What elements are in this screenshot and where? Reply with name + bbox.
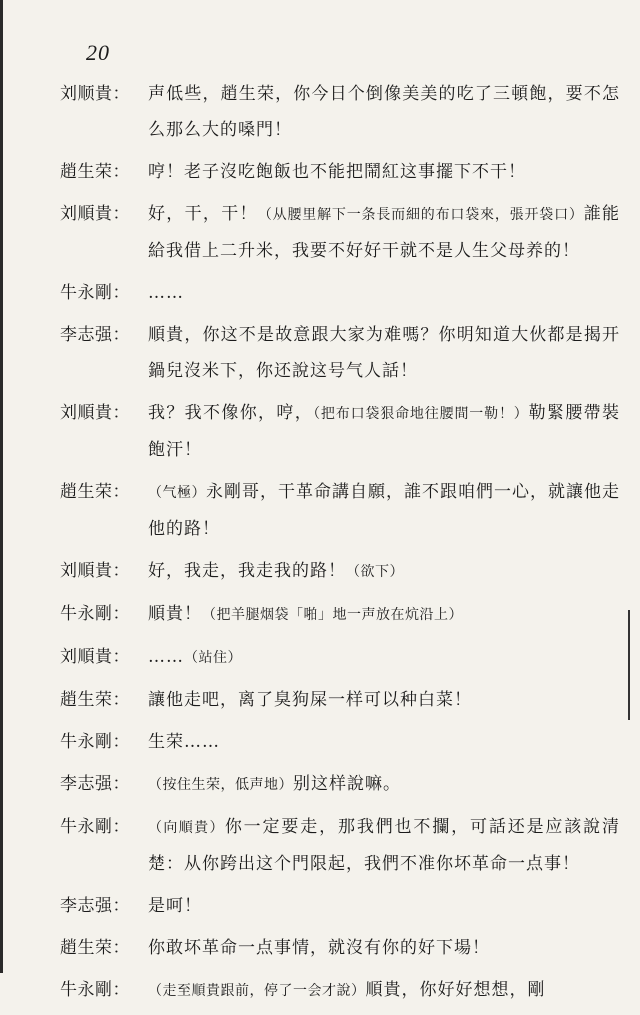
speaker-name: 牛永剛： bbox=[60, 980, 130, 1000]
speaker-name: 李志强： bbox=[60, 325, 130, 345]
stage-direction: （按住生荣，低声地） bbox=[148, 777, 293, 793]
spoken-line: 誰能給我借上二升米，我要不好好干就不是人生父母养的！ bbox=[148, 204, 621, 261]
spoken-line: 声低些，趙生荣，你今日个倒像美美的吃了三頓飽，要不怎么那么大的嗓門！ bbox=[148, 84, 620, 140]
dialogue-list bbox=[60, 76, 620, 1015]
dialogue-entry bbox=[60, 196, 620, 269]
dialogue-entry bbox=[60, 809, 620, 882]
spoken-line: 順貴，你这不是故意跟大家为难嗎？你明知道大伙都是揭开鍋兒沒米下，你还說这号气人話！ bbox=[148, 325, 620, 381]
spoken-line: 是呵！ bbox=[148, 896, 202, 916]
dialogue-text bbox=[148, 682, 620, 718]
dialogue-entry bbox=[60, 154, 620, 190]
speaker-name: 趙生荣： bbox=[60, 162, 130, 182]
dialogue-text bbox=[148, 596, 620, 633]
speaker-name: 牛永剛： bbox=[60, 283, 130, 303]
stage-direction: （把羊腿烟袋「啪」地一声放在炕沿上） bbox=[202, 607, 463, 623]
dialogue-text bbox=[148, 275, 620, 311]
speaker-name: 刘順貴： bbox=[60, 403, 130, 423]
stage-direction: （欲下） bbox=[346, 564, 404, 580]
stage-direction: （从腰里解下一条長而細的布口袋來，張开袋口） bbox=[257, 207, 584, 223]
dialogue-entry bbox=[60, 596, 620, 633]
dialogue-entry bbox=[60, 888, 620, 924]
speaker-name: 趙生荣： bbox=[60, 938, 130, 958]
speaker-name: 刘順貴： bbox=[60, 647, 130, 667]
dialogue-text bbox=[148, 972, 620, 1009]
stage-direction: （站住） bbox=[184, 650, 242, 666]
speaker-name: 刘順貴： bbox=[60, 204, 130, 224]
spoken-line: 哼！老子沒吃飽飯也不能把鬧紅这事擺下不干！ bbox=[148, 162, 526, 182]
speaker-name: 刘顺貴： bbox=[60, 84, 130, 104]
dialogue-text bbox=[148, 76, 620, 148]
dialogue-text bbox=[148, 474, 620, 547]
spoken-line: 順貴！ bbox=[148, 604, 202, 624]
stage-direction: （气極） bbox=[148, 485, 206, 501]
dialogue-entry bbox=[60, 972, 620, 1009]
dialogue-text bbox=[148, 553, 620, 590]
dialogue-entry bbox=[60, 317, 620, 389]
dialogue-text bbox=[148, 317, 620, 389]
spoken-line: 永剛哥，干革命講自願，誰不跟咱們一心，就讓他走他的路！ bbox=[148, 482, 620, 539]
spoken-line: …… bbox=[148, 283, 184, 303]
spoken-line: 讓他走吧，离了臭狗屎一样可以种白菜！ bbox=[148, 690, 472, 710]
speaker-name: 李志强： bbox=[60, 774, 130, 794]
spoken-line: 好，干，干！ bbox=[148, 204, 258, 224]
dialogue-entry bbox=[60, 76, 620, 148]
spoken-line: 生荣…… bbox=[148, 732, 220, 752]
stage-direction: （把布口袋狠命地往腰間一勒！） bbox=[313, 406, 529, 422]
dialogue-entry bbox=[60, 682, 620, 718]
speaker-name: 牛永剛： bbox=[60, 732, 130, 752]
dialogue-entry bbox=[60, 930, 620, 966]
page-number: 20 bbox=[86, 40, 110, 65]
dialogue-text bbox=[148, 395, 620, 468]
margin-mark bbox=[628, 610, 630, 720]
page-edge-line bbox=[0, 0, 3, 973]
dialogue-entry bbox=[60, 553, 620, 590]
dialogue-entry bbox=[60, 275, 620, 311]
dialogue-text bbox=[148, 930, 620, 966]
dialogue-text bbox=[148, 724, 620, 760]
dialogue-text bbox=[148, 888, 620, 924]
spoken-line: 勒緊腰帶裝飽汗！ bbox=[148, 403, 621, 460]
dialogue-text bbox=[148, 639, 620, 676]
dialogue-entry bbox=[60, 639, 620, 676]
dialogue-entry bbox=[60, 724, 620, 760]
dialogue-text bbox=[148, 766, 620, 803]
spoken-line: 你一定要走，那我們也不攔，可話还是应該說清楚：从你跨出这个門限起，我們不准你坏革命一点事！ bbox=[148, 817, 621, 874]
dialogue-text bbox=[148, 196, 620, 269]
spoken-line: 我？我不像你，哼， bbox=[148, 403, 314, 423]
dialogue-entry bbox=[60, 395, 620, 468]
speaker-name: 刘順貴： bbox=[60, 561, 130, 581]
speaker-name: 牛永剛： bbox=[60, 817, 130, 837]
dialogue-entry bbox=[60, 766, 620, 803]
dialogue-text bbox=[148, 154, 620, 190]
stage-direction: （走至順貴跟前，停了一会才說） bbox=[148, 983, 366, 999]
stage-direction: （向順貴） bbox=[148, 820, 225, 836]
spoken-line: 你敢坏革命一点事情，就沒有你的好下場！ bbox=[148, 938, 490, 958]
speaker-name: 趙生荣： bbox=[60, 482, 130, 502]
speaker-name: 趙生荣： bbox=[60, 690, 130, 710]
spoken-line: 順貴，你好好想想，剛 bbox=[365, 980, 546, 1000]
dialogue-entry bbox=[60, 474, 620, 547]
spoken-line: 好，我走，我走我的路！ bbox=[148, 561, 346, 581]
speaker-name: 李志强： bbox=[60, 896, 130, 916]
spoken-line: …… bbox=[148, 647, 184, 667]
speaker-name: 牛永剛： bbox=[60, 604, 130, 624]
spoken-line: 别这样說嘛。 bbox=[293, 774, 401, 794]
dialogue-text bbox=[148, 809, 620, 882]
